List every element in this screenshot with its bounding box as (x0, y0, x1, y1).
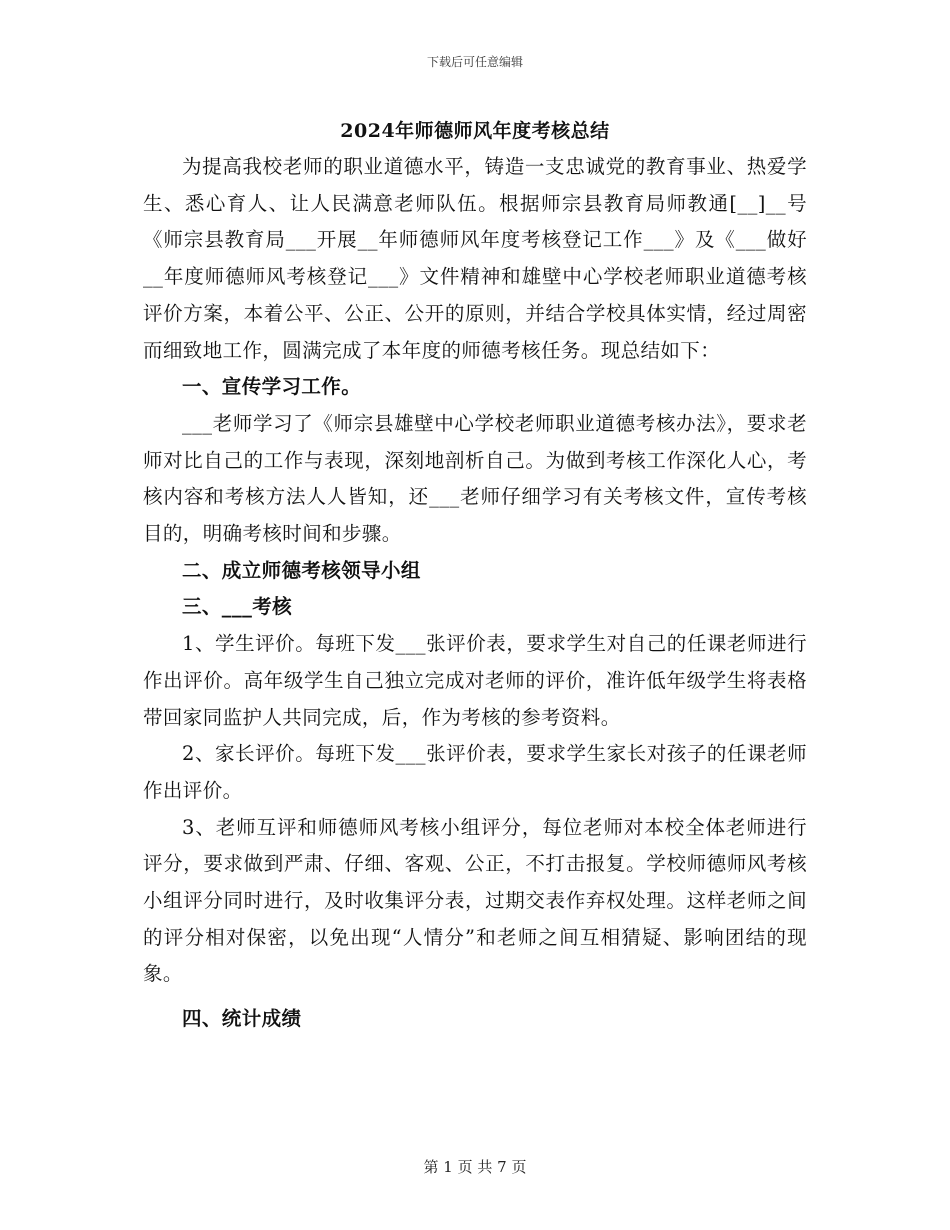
page-number-footer: 第 1 页 共 7 页 (423, 1158, 527, 1176)
section-heading-1: 一、宣传学习工作。 (182, 375, 362, 399)
section-1-paragraph: ___老师学习了《师宗县雄壁中心学校老师职业道德考核办法》，要求老师对比自己的工作与表现，深刻地剖析自己。为做到考核工作深化人心，考核内容和考核方法人人皆知，还___老师仔细学习有关考核文件，宣传考核目的，明确考核时间和步骤。 (143, 411, 807, 546)
header-note: 下载后可任意编辑 (426, 55, 523, 69)
section-heading-3: 三、___考核 (182, 595, 293, 619)
section-heading-2: 二、成立师德考核领导小组 (182, 558, 421, 582)
document-title: 2024年师德师风年度考核总结 (340, 120, 610, 142)
section-3-item-2: 2、家长评价。每班下发___张评价表，要求学生家长对孩子的任课老师作出评价。 (143, 742, 807, 802)
section-3-item-1: 1、学生评价。每班下发___张评价表，要求学生对自己的任课老师进行作出评价。高年级学生自己独立完成对老师的评价，准许低年级学生将表格带回家同监护人共同完成，后，作为考核的参考资料。 (143, 632, 807, 729)
section-3-item-3: 3、老师互评和师德师风考核小组评分，每位老师对本校全体老师进行评分，要求做到严肃、仔细、客观、公正，不打击报复。学校师德师风考核小组评分同时进行，及时收集评分表，过期交表作弃权处理。这样老师之间的评分相对保密，以免出现“人情分”和老师之间互相猜疑、影响团结的现象。 (143, 815, 807, 986)
section-heading-4: 四、统计成绩 (182, 1007, 302, 1031)
intro-paragraph: 为提高我校老师的职业道德水平，铸造一支忠诚党的教育事业、热爱学生、悉心育人、让人民满意老师队伍。根据师宗县教育局师教通[__]__号《师宗县教育局___开展__年师德师风年度考核登记工作___》及《___做好__年度师德师风考核登记___》文件精神和雄壁中心学校老师职业道德考核评价方案，本着公平、公正、公开的原则，并结合学校具体实情，经过周密而细致地工作，圆满完成了本年度的师德考核任务。现总结如下： (143, 155, 807, 362)
document-body (143, 149, 807, 1038)
